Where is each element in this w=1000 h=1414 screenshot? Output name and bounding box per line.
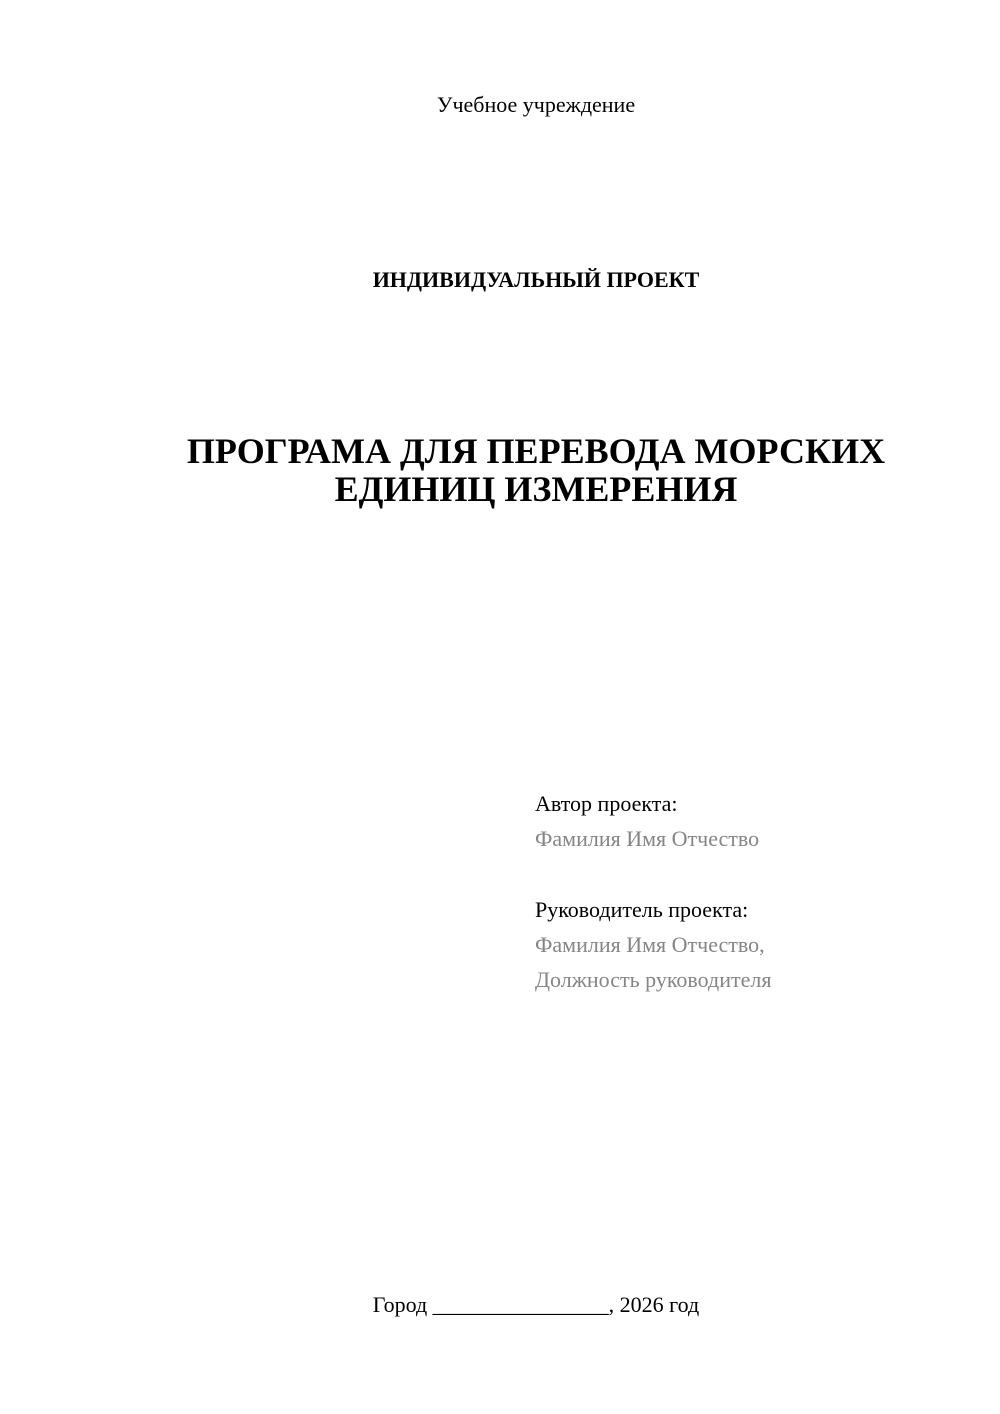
author-label: Автор проекта: <box>535 791 678 816</box>
institution-name: Учебное учреждение <box>436 92 636 117</box>
supervisor-name: Фамилия Имя Отчество, <box>535 932 765 957</box>
project-title-line-2: ЕДИНИЦ ИЗМЕРЕНИЯ <box>334 469 738 509</box>
supervisor-position: Должность руководителя <box>535 967 772 992</box>
credits-spacer <box>535 856 975 892</box>
city-year-footer: Город ________________, 2026 год <box>372 1292 700 1317</box>
credits-block <box>535 786 975 997</box>
supervisor-label: Руководитель проекта: <box>535 897 749 922</box>
project-title-line-1: ПРОГРАМА ДЛЯ ПЕРЕВОДА МОРСКИХ <box>186 431 886 471</box>
project-type-heading: ИНДИВИДУАЛЬНЫЙ ПРОЕКТ <box>372 267 700 292</box>
author-name: Фамилия Имя Отчество <box>535 826 760 851</box>
project-title <box>100 432 972 508</box>
